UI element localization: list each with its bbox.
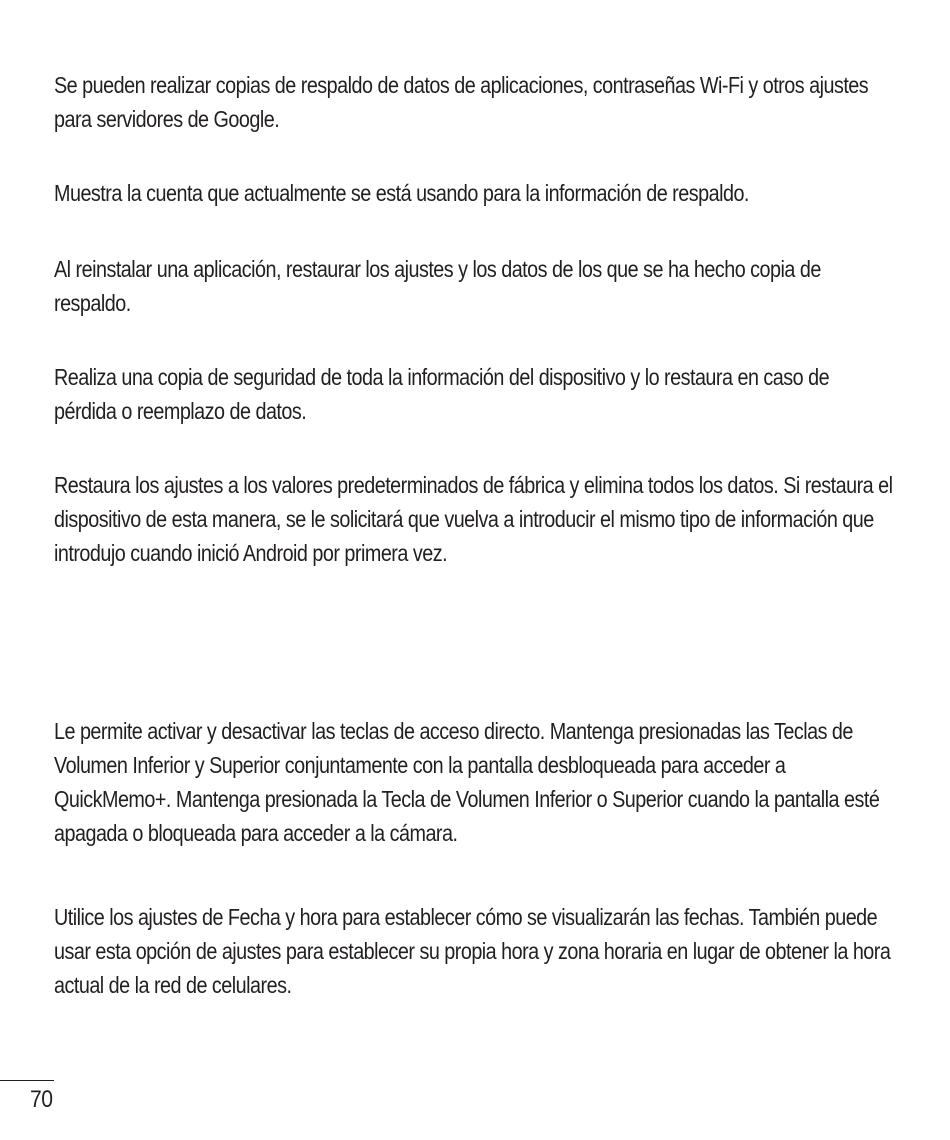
paragraph-date-time: Utilice los ajustes de Fecha y hora para establecer cómo se visualizarán las fechas. También puede usar esta opción de ajustes para establecer su propia hora y zona horaria en lugar de obtener la hora actual de la red de celulares. — [54, 904, 891, 998]
paragraph-backup-account: Muestra la cuenta que actualmente se está usando para la información de respaldo. — [54, 180, 749, 206]
paragraph-shortcut-keys: Le permite activar y desactivar las teclas de acceso directo. Mantenga presionadas las Teclas de Volumen Inferior y Superior conjuntamente con la pantalla desbloqueada para acceder a QuickMemo+. Mantenga presionada la Tecla de Volumen Inferior o Superior cuando la pantalla esté apagada o bloqueada para acceder a la cámara. — [54, 718, 880, 846]
page-number: 70 — [30, 1086, 53, 1113]
paragraph-automatic-restore: Al reinstalar una aplicación, restaurar los ajustes y los datos de los que se ha hecho copia de respaldo. — [54, 256, 821, 316]
paragraph-lg-backup: Realiza una copia de seguridad de toda la información del dispositivo y lo restaura en caso de pérdida o reemplazo de datos. — [54, 364, 830, 424]
footer-rule — [0, 1080, 54, 1081]
paragraph-backup: Se pueden realizar copias de respaldo de datos de aplicaciones, contraseñas Wi-Fi y otros ajustes para servidores de Google. — [54, 72, 869, 132]
paragraph-factory-reset: Restaura los ajustes a los valores predeterminados de fábrica y elimina todos los datos. Si restaura el dispositivo de esta manera, se le solicitará que vuelva a introducir el mismo tipo de información que introdujo cuando inició Android por primera vez. — [54, 472, 893, 566]
